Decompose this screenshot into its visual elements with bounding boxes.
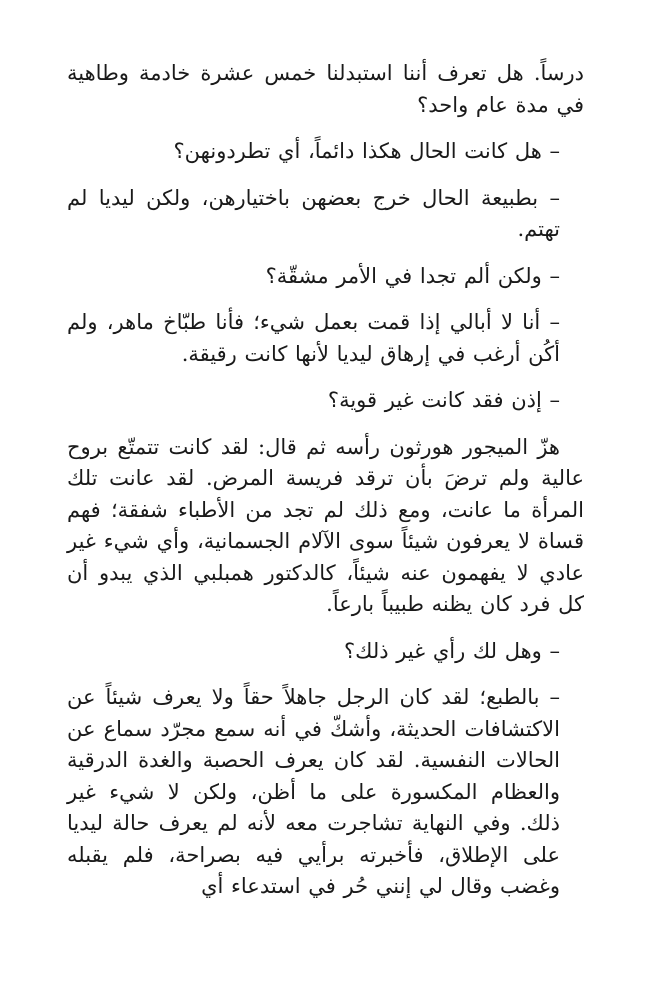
dialogue-line: – إذن فقد كانت غير قوية؟ [327, 388, 560, 412]
narration-paragraph: هزّ الميجور هورثون رأسه ثم قال: لقد كانت تتمتّع بروح عالية ولم ترضَ بأن ترقد فريسة المرض. لقد عانت تلك المرأة ما عانت، ومع ذلك لم تجد من الأطباء شفقة؛ فهم قساة لا يعرفون شيئاً سوى الآلام الجسمانية، وأي شيء غير عادي لا يفهمون عنه شيئاً، كالدكتور همبلبي الذي يبدو أن كل فرد كان يظنه طبيباً بارعاً. [67, 434, 584, 616]
dialogue-line: – أنا لا أبالي إذا قمت بعمل شيء؛ فأنا طبّاخ ماهر، ولم أكُن أرغب في إرهاق ليديا لأنها كانت رقيقة. [67, 310, 560, 366]
paragraph-gap [67, 417, 584, 432]
dialogue-line: – ولكن ألم تجدا في الأمر مشقّة؟ [265, 263, 560, 288]
paragraph-gap [67, 621, 584, 636]
dialogue-line: – وهل لك رأي غير ذلك؟ [343, 638, 560, 663]
dialogue-line: – بالطبع؛ لقد كان الرجل جاهلاً حقاً ولا يعرف شيئاً عن الاكتشافات الحديثة، وأشكّ في أنه سمع مجرّد سماع عن الحالات النفسية. لقد كان يعرف الحصبة والغدة الدرقية والعظام المكسورة على ما أظن، ولكن لا شيء غير ذلك. وفي النهاية تشاجرت معه لأنه لم يعرف حالة ليديا على الإطلاق، فأخبرته برأيي فيه بصراحة، فلم يقبله وغضب وقال لي إنني حُر في استدعاء أي [67, 685, 560, 898]
dialogue-line: – هل كانت الحال هكذا دائماً، أي تطردونهن؟ [173, 139, 560, 163]
paragraph-continuation: درساً. هل تعرف أننا استبدلنا خمس عشرة خادمة وطاهية في مدة عام واحد؟ [67, 61, 584, 117]
dialogue-line: – بطبيعة الحال خرج بعضهن باختيارهن، ولكن ليديا لم تهتم. [67, 185, 560, 241]
paragraph-gap [67, 121, 584, 136]
paragraph-gap [67, 246, 584, 261]
paragraph-gap [67, 370, 584, 385]
paragraph-gap [67, 292, 584, 307]
paragraph-gap [67, 667, 584, 682]
paragraph-gap [67, 168, 584, 183]
